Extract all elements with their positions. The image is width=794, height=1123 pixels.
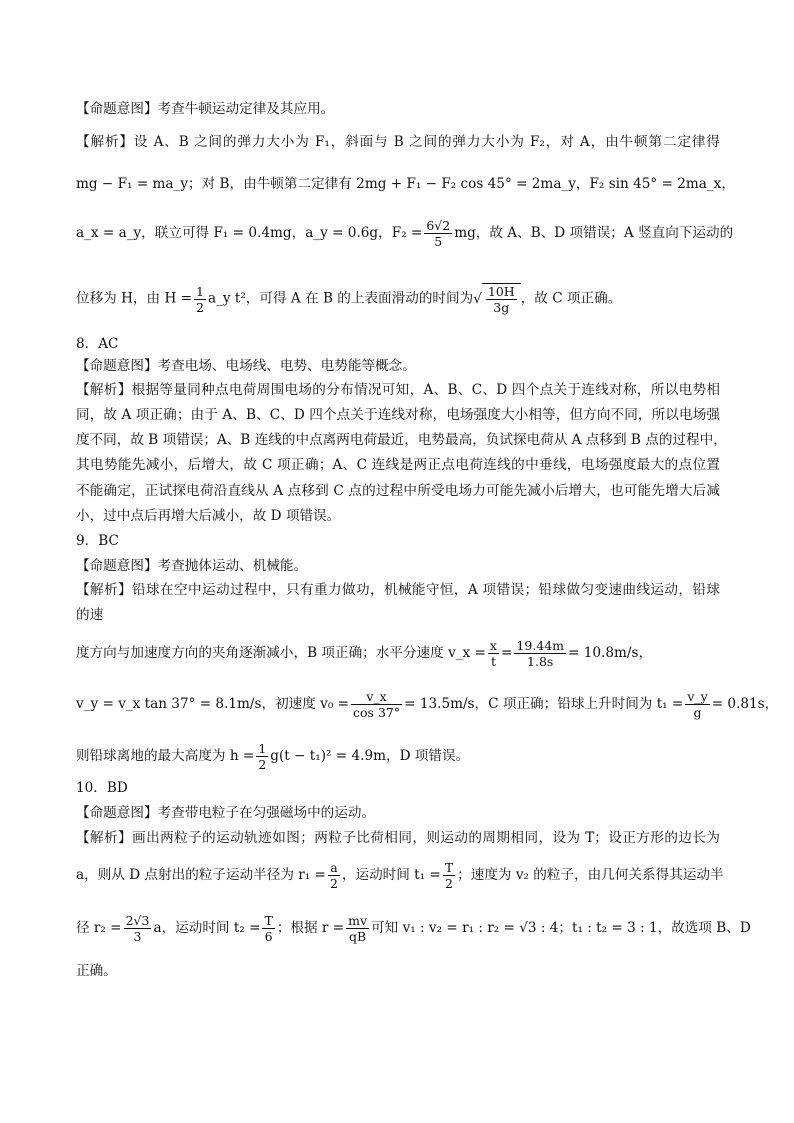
q8-analysis-line-2: 同，故 A 项正确；由于 A、B、C、D 四个点关于连线对称，电场强度大小相等，但方向不同，所以电场强 bbox=[76, 407, 720, 423]
q10-text-1: 画出两粒子的运动轨迹如图；两粒子比荷相同，则运动的周期相同，设为 T；设正方形的边长为 bbox=[132, 830, 721, 846]
q8-analysis-line-4: 其电势能先减小，后增大，故 C 项正确；A、C 连线是两正点电荷连线的中垂线，电场强度最大的点位置 bbox=[76, 457, 720, 473]
fraction-denominator: cos 37° bbox=[353, 705, 401, 720]
q10-text-2a: a，则从 D 点射出的粒子运动半径为 r₁ = bbox=[76, 867, 326, 883]
fraction-denominator: qB bbox=[349, 929, 367, 944]
fraction-distance-time bbox=[514, 638, 566, 669]
q10-text-3a: 径 r₂ = bbox=[76, 920, 122, 936]
q8-intent: 【命题意图】考查电场、电场线、电势、电势能等概念。 bbox=[76, 358, 416, 374]
fraction-denominator: t bbox=[490, 654, 496, 669]
analysis-tag: 【解析】 bbox=[76, 830, 133, 846]
q7-analysis-line-3 bbox=[76, 218, 734, 249]
q9-text-3a: 度方向与加速度方向的夹角逐渐减小，B 项正确；水平分速度 v_x = bbox=[76, 645, 486, 661]
fraction-denominator: 2 bbox=[196, 299, 204, 315]
q8-analysis-line-3: 度不同，故 B 项错误；A、B 连线的中点离两电荷最近，电势最高，负试探电荷从 A 点移到 B 点的过程中， bbox=[76, 432, 727, 448]
q10-intent: 【命题意图】考查带电粒子在匀强磁场中的运动。 bbox=[76, 805, 376, 821]
analysis-tag: 【解析】 bbox=[76, 382, 132, 398]
q7-analysis-line-2: mg − F₁ = ma_y；对 B，由牛顿第二定律有 2mg + F₁ − F₂ cos 45° = 2ma_y，F₂ sin 45° = 2ma_x， bbox=[76, 176, 735, 192]
q10-text-3b: a，运动时间 t₂ = bbox=[153, 920, 261, 936]
q9-text-3b: = 10.8m/s， bbox=[568, 645, 653, 661]
q10-text-2b: ，运动时间 t₁ = bbox=[341, 867, 441, 883]
q7-intent: 【命题意图】考查牛顿运动定律及其应用。 bbox=[76, 101, 335, 117]
q9-analysis-line-3 bbox=[76, 638, 720, 669]
fraction-numerator: a bbox=[328, 860, 340, 876]
q9-analysis-line-1 bbox=[76, 579, 720, 601]
analysis-tag: 【解析】 bbox=[76, 582, 132, 598]
fraction-t-sixth bbox=[262, 913, 274, 944]
fraction-vy-g bbox=[685, 689, 709, 720]
q7-text-4c: ，故 C 项正确。 bbox=[520, 290, 622, 307]
q10-text-3c: ；根据 r = bbox=[276, 920, 345, 936]
q10-analysis-line-3 bbox=[76, 913, 751, 944]
q9-analysis-line-4 bbox=[76, 689, 779, 720]
q10-analysis-line-1 bbox=[76, 827, 720, 849]
fraction-numerator: v_y bbox=[687, 689, 708, 704]
fraction-vx-cos bbox=[351, 689, 402, 720]
fraction-denominator: 5 bbox=[434, 234, 443, 249]
q10-analysis-line-4: 正确。 bbox=[76, 963, 117, 979]
q9-text-4b: = 13.5m/s，C 项正确；铅球上升时间为 t₁ = bbox=[404, 696, 684, 712]
q9-number: 9．BC bbox=[76, 533, 119, 549]
q10-number: 10．BD bbox=[76, 780, 128, 796]
q7-analysis-line-1 bbox=[76, 131, 720, 153]
q9-text-5b: g(t − t₁)² = 4.9m，D 项错误。 bbox=[270, 748, 470, 764]
q7-analysis-line-4 bbox=[76, 283, 720, 315]
fraction-denominator: 2 bbox=[445, 876, 453, 891]
fraction-f2 bbox=[424, 218, 452, 249]
fraction-denominator: 2 bbox=[258, 757, 267, 772]
fraction-denominator: 6 bbox=[264, 929, 273, 944]
fraction-r2 bbox=[124, 913, 152, 944]
q9-text-4a: v_y = v_x tan 37° = 8.1m/s，初速度 v₀ = bbox=[76, 696, 350, 712]
fraction-numerator: 10H bbox=[487, 284, 515, 299]
fraction-x-over-t bbox=[488, 638, 499, 669]
q8-text-1: 根据等量同种点电荷周围电场的分布情况可知，A、B、C、D 四个点关于连线对称，所以电势相 bbox=[131, 382, 721, 398]
q8-analysis-line-6: 小，过中点后再增大后减小，故 D 项错误。 bbox=[76, 508, 341, 524]
fraction-numerator: x bbox=[489, 638, 497, 653]
q7-text-4a: 位移为 H，由 H = bbox=[76, 290, 193, 307]
q9-text-4c: = 0.81s， bbox=[711, 696, 779, 712]
fraction-numerator: 1 bbox=[196, 283, 204, 299]
equals-sign: = bbox=[500, 645, 513, 661]
q8-analysis-line-1 bbox=[76, 379, 720, 401]
fraction-numerator: 1 bbox=[258, 741, 267, 756]
q10-text-3d: 可知 v₁ : v₂ = r₁ : r₂ = √3 : 4；t₁ : t₂ = 3 : 1，故选项 B、D bbox=[371, 920, 751, 936]
sqrt-expression: √ $\frac{10H}{3g}$ bbox=[473, 283, 520, 315]
fraction-denominator: 3g bbox=[493, 300, 510, 315]
q7-text-4b: a_y t²，可得 A 在 B 的上表面滑动的时间为 bbox=[207, 290, 474, 307]
fraction-denominator: 3 bbox=[133, 929, 142, 944]
fraction-numerator: 19.44m bbox=[516, 638, 565, 653]
fraction-numerator: T bbox=[264, 913, 273, 928]
q7-text-1: 设 A、B 之间的弹力大小为 F₁，斜面与 B 之间的弹力大小为 F₂，对 A，由牛顿第二定律得 bbox=[133, 134, 721, 150]
fraction-t-half bbox=[443, 860, 455, 891]
q7-text-3b: mg，故 A、B、D 项错误；A 竖直向下运动的 bbox=[454, 225, 734, 241]
q7-text-3a: a_x = a_y，联立可得 F₁ = 0.4mg，a_y = 0.6g，F₂ = bbox=[76, 225, 423, 241]
fraction-numerator: 6√2 bbox=[426, 218, 451, 233]
fraction-denominator: g bbox=[693, 705, 702, 720]
fraction-denominator: 1.8s bbox=[527, 654, 554, 669]
fraction-half bbox=[194, 284, 206, 315]
fraction-denominator: 2 bbox=[329, 876, 338, 891]
q10-text-2c: ；速度为 v₂ 的粒子，由几何关系得其运动半 bbox=[457, 867, 724, 883]
q8-analysis-line-5: 不能确定，正试探电荷沿直线从 A 点移到 C 点的过程中所受电场力可能先减小后增大，也可能先增大后减 bbox=[76, 483, 720, 499]
fraction-a-half bbox=[328, 860, 340, 891]
q10-analysis-line-2 bbox=[76, 860, 724, 891]
fraction-half bbox=[256, 741, 268, 772]
fraction-mv-qb bbox=[346, 913, 369, 944]
q8-number: 8．AC bbox=[76, 336, 119, 352]
q9-analysis-line-2: 的速 bbox=[76, 607, 104, 623]
q9-text-5a: 则铅球离地的最大高度为 h = bbox=[76, 748, 255, 764]
q9-intent: 【命题意图】考查抛体运动、机械能。 bbox=[76, 558, 308, 574]
q9-text-1: 铅球在空中运动过程中，只有重力做功，机械能守恒，A 项错误；铅球做匀变速曲线运动，铅球 bbox=[132, 582, 721, 598]
q9-analysis-line-5 bbox=[76, 741, 720, 772]
fraction-numerator: mv bbox=[348, 913, 368, 928]
fraction-numerator: T bbox=[444, 860, 454, 875]
analysis-tag: 【解析】 bbox=[76, 134, 134, 150]
fraction-numerator: v_x bbox=[351, 689, 402, 705]
fraction-numerator: 2√3 bbox=[125, 913, 150, 928]
